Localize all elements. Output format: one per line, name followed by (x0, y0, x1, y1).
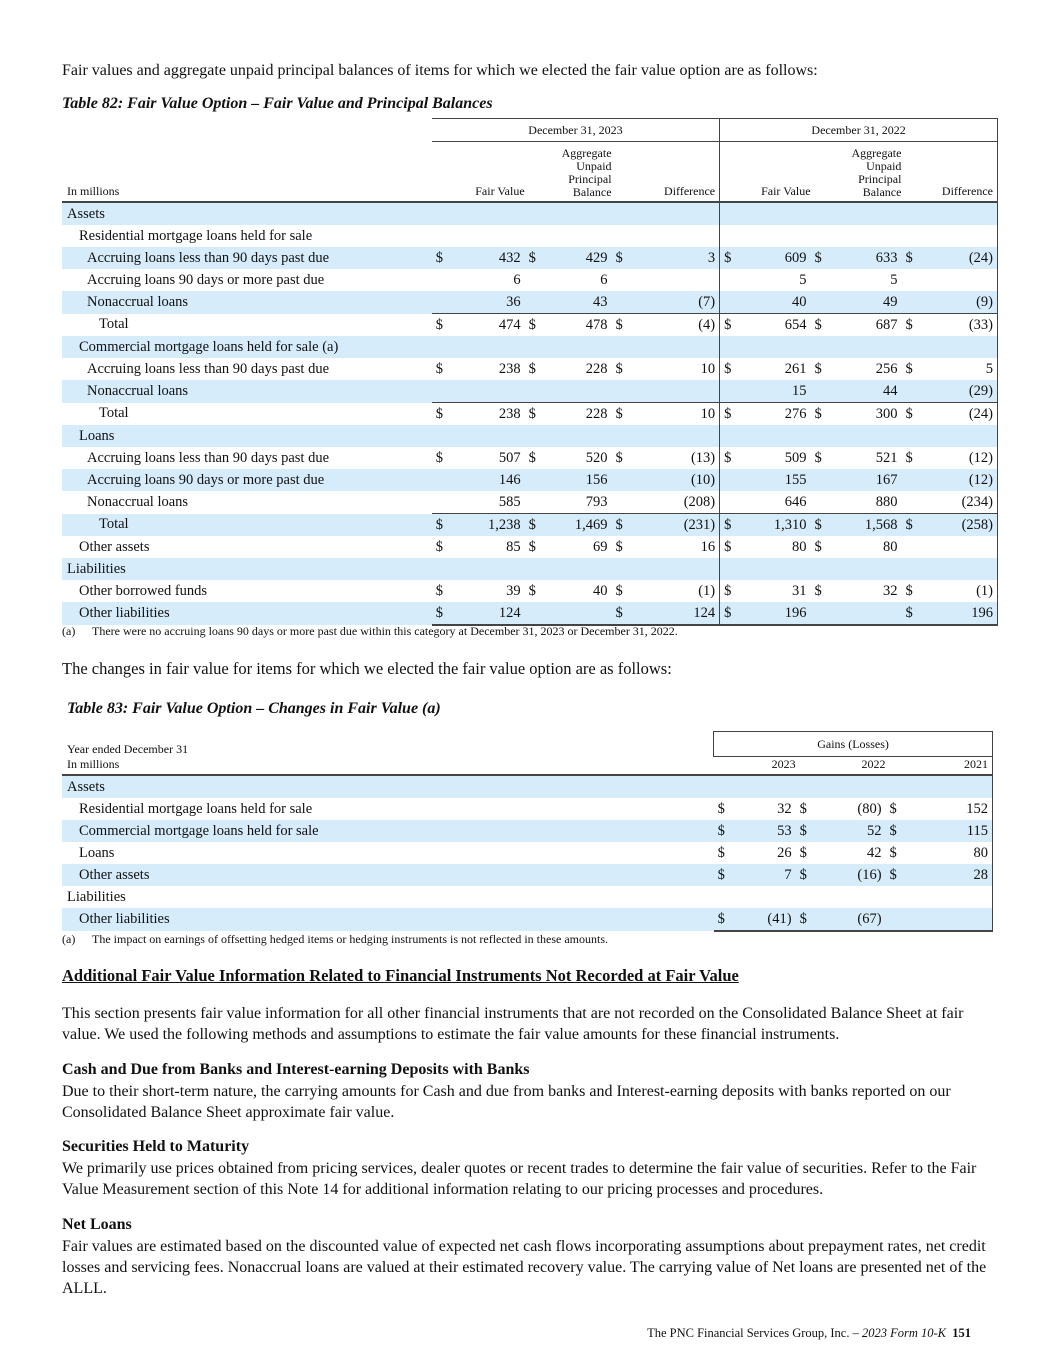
cell-value: 155 (744, 469, 811, 491)
table-row (62, 380, 998, 403)
dollar-sign (525, 602, 545, 625)
cell-value: 521 (875, 449, 898, 466)
table-row (62, 775, 993, 798)
cell-value: 44 (835, 380, 902, 403)
dollar-sign: $ (799, 800, 807, 817)
cash-paragraph: Due to their short-term nature, the carrying amounts for Cash and due from banks and Interest-earning deposits with banks reported on our Consolidated Balance Sheet approximate fair value. (62, 1083, 951, 1121)
dollar-sign: $ (814, 360, 822, 377)
row-label: Nonaccrual loans (87, 493, 189, 510)
cell-value: 429 (545, 247, 612, 269)
cell-value: (29) (926, 380, 998, 403)
row-label: Assets (62, 202, 432, 225)
dollar-sign: $ (528, 449, 536, 466)
page-footer: The PNC Financial Services Group, Inc. – 2023 Form 10-K 151 (647, 1326, 971, 1340)
dollar-sign (811, 380, 835, 403)
dollar-sign: $ (432, 314, 456, 337)
dollar-sign: $ (811, 403, 835, 426)
dollar-sign (811, 469, 835, 491)
dollar-sign: $ (905, 582, 913, 599)
units-label-83: In millions (67, 757, 120, 771)
table-row (62, 558, 998, 580)
dollar-sign (525, 269, 545, 291)
units-label: In millions (67, 184, 120, 198)
col-aggregate-2022: Aggregate Unpaid Principal Balance (811, 142, 902, 203)
dollar-sign: $ (612, 514, 636, 537)
cell-value (835, 602, 902, 625)
cell-value (910, 908, 993, 931)
cell-value: (258) (926, 514, 998, 537)
table-row (62, 291, 998, 314)
cell-value: 124 (456, 602, 525, 625)
section-heading: Additional Fair Value Information Related to Financial Instruments Not Recorded at Fair Value (62, 966, 739, 985)
dollar-sign (525, 469, 545, 491)
table-row (62, 269, 998, 291)
table-row (62, 336, 998, 358)
dollar-sign (901, 491, 925, 514)
cell-value: 793 (585, 493, 608, 510)
cell-value: 80 (882, 538, 898, 555)
cell-value: 52 (820, 820, 886, 842)
cell-value: (9) (926, 291, 998, 314)
cell-value: 6 (513, 271, 521, 288)
row-label: Nonaccrual loans (62, 380, 432, 403)
cell-value: 300 (835, 403, 902, 426)
section-intro: This section presents fair value information for all other financial instruments that are not recorded on the Consolidated Balance Sheet at fair value. We used the following methods and assumptions to estimate the fair value amounts for these financial instruments. (62, 1005, 964, 1043)
dollar-sign: $ (720, 536, 744, 558)
cell-value: 228 (545, 403, 612, 426)
dollar-sign: $ (799, 844, 807, 861)
cell-value: 167 (835, 469, 902, 491)
period-2023-header: December 31, 2023 (432, 119, 720, 142)
table-row (62, 358, 998, 380)
dollar-sign (432, 291, 456, 314)
cell-value: 31 (792, 582, 807, 599)
dollar-sign: $ (901, 514, 925, 537)
dollar-sign: $ (615, 582, 623, 599)
dollar-sign: $ (811, 514, 835, 537)
cell-value: (41) (738, 908, 796, 931)
cell-value: 509 (784, 449, 807, 466)
dollar-sign: $ (811, 314, 835, 337)
cell-value (926, 536, 998, 558)
cell-value: (231) (636, 514, 720, 537)
dollar-sign (525, 291, 545, 314)
row-label: Other liabilities (62, 602, 432, 625)
cell-value: (80) (857, 800, 882, 817)
table-row (62, 908, 993, 931)
dollar-sign: $ (615, 449, 623, 466)
dollar-sign: $ (432, 247, 456, 269)
dollar-sign: $ (432, 403, 456, 426)
securities-heading: Securities Held to Maturity (62, 1138, 250, 1155)
dollar-sign: $ (720, 580, 744, 602)
cell-value: (24) (926, 247, 998, 269)
dollar-sign: $ (901, 247, 925, 269)
cell-value: (10) (636, 469, 720, 491)
securities-paragraph: We primarily use prices obtained from pricing services, dealer quotes or recent trades to determine the fair value of securities. Refer to the Fair Value Measurement section of this Note 14 for additional information relating to our pricing processes and procedures. (62, 1160, 977, 1198)
cell-value: 432 (456, 247, 525, 269)
cell-value: 5 (799, 271, 807, 288)
dollar-sign: $ (714, 908, 738, 931)
dollar-sign: $ (435, 582, 443, 599)
dollar-sign (720, 380, 744, 403)
cell-value (636, 269, 720, 291)
table-row (62, 798, 993, 820)
dollar-sign: $ (525, 247, 545, 269)
dollar-sign: $ (528, 538, 536, 555)
dollar-sign: $ (796, 908, 820, 931)
cell-value: 1,310 (744, 514, 811, 537)
cell-value: (12) (926, 469, 998, 491)
cell-value: 474 (456, 314, 525, 337)
dollar-sign: $ (901, 602, 925, 625)
cell-value: (33) (926, 314, 998, 337)
cell-value: 49 (835, 291, 902, 314)
row-label: Total (99, 316, 129, 333)
dollar-sign: $ (720, 247, 744, 269)
cell-value: 124 (636, 602, 720, 625)
period-2022-header: December 31, 2022 (720, 119, 998, 142)
cell-value: 276 (744, 403, 811, 426)
dollar-sign: $ (435, 449, 443, 466)
dollar-sign: $ (714, 864, 738, 886)
cell-value: 609 (744, 247, 811, 269)
dollar-sign (612, 291, 636, 314)
row-label: Accruing loans 90 days or more past due (87, 271, 325, 288)
dollar-sign: $ (714, 820, 738, 842)
cell-value: 152 (910, 798, 993, 820)
dollar-sign (432, 469, 456, 491)
col-fair-value-2022: Fair Value (720, 142, 811, 203)
cell-value: (13) (690, 449, 716, 466)
dollar-sign: $ (435, 538, 443, 555)
table-row (62, 820, 993, 842)
dollar-sign: $ (525, 403, 545, 426)
table-row (62, 886, 993, 908)
dollar-sign: $ (612, 403, 636, 426)
cell-value: 42 (867, 844, 882, 861)
dollar-sign: $ (889, 844, 897, 861)
dollar-sign: $ (720, 447, 744, 469)
cell-value: 196 (744, 602, 811, 625)
row-label: Assets (62, 775, 714, 798)
dollar-sign: $ (814, 538, 822, 555)
table-83 (62, 731, 993, 932)
cell-value: 40 (744, 291, 811, 314)
cell-value: (4) (636, 314, 720, 337)
row-label: Commercial mortgage loans held for sale (62, 820, 714, 842)
dollar-sign: $ (901, 403, 925, 426)
table-row (62, 469, 998, 491)
dollar-sign: $ (796, 820, 820, 842)
cell-value: 1,469 (545, 514, 612, 537)
table-row (62, 514, 998, 537)
col-aggregate-2023: Aggregate Unpaid Principal Balance (525, 142, 612, 203)
dollar-sign: $ (528, 360, 536, 377)
cell-value: (208) (683, 493, 716, 510)
cell-value: 520 (585, 449, 608, 466)
cell-value: 585 (498, 493, 521, 510)
cell-value: 146 (456, 469, 525, 491)
cell-value: 5 (926, 358, 998, 380)
table-row (62, 225, 998, 247)
table-row (62, 536, 998, 558)
table-row (62, 491, 998, 514)
row-label: Loans (79, 844, 115, 861)
dollar-sign: $ (905, 449, 913, 466)
dollar-sign: $ (612, 247, 636, 269)
row-label: Other assets (62, 864, 714, 886)
dollar-sign (901, 536, 925, 558)
table-row (62, 314, 998, 337)
dollar-sign: $ (905, 360, 913, 377)
dollar-sign (525, 380, 545, 403)
dollar-sign (720, 291, 744, 314)
dollar-sign: $ (612, 314, 636, 337)
dollar-sign (432, 269, 456, 291)
dollar-sign (901, 269, 925, 291)
cell-value: (1) (926, 580, 998, 602)
cell-value: 16 (700, 538, 716, 555)
cell-value: 26 (777, 844, 792, 861)
dollar-sign (720, 469, 744, 491)
dollar-sign: $ (811, 247, 835, 269)
dollar-sign (886, 908, 910, 931)
year-ended-label: Year ended December 31 (67, 741, 189, 756)
cell-value: 478 (545, 314, 612, 337)
dollar-sign (612, 269, 636, 291)
cell-value (545, 602, 612, 625)
dollar-sign: $ (889, 800, 897, 817)
dollar-sign: $ (886, 820, 910, 842)
cell-value: (1) (698, 582, 716, 599)
cell-value: 256 (875, 360, 898, 377)
dollar-sign: $ (720, 314, 744, 337)
cell-value: 15 (744, 380, 811, 403)
dollar-sign: $ (717, 844, 725, 861)
dollar-sign (612, 491, 636, 514)
cell-value: 156 (545, 469, 612, 491)
dollar-sign (432, 491, 456, 514)
cell-value: 115 (910, 820, 993, 842)
cell-value: (234) (926, 491, 998, 514)
dollar-sign: $ (432, 514, 456, 537)
gains-losses-header: Gains (Losses) (714, 732, 993, 757)
cell-value: 32 (777, 800, 792, 817)
cell-value: 196 (926, 602, 998, 625)
table-row (62, 864, 993, 886)
cell-value: 228 (585, 360, 608, 377)
row-label: Residential mortgage loans held for sale (79, 227, 313, 244)
intro-paragraph-1: Fair values and aggregate unpaid principal balances of items for which we elected the fair value option are as follows: (62, 62, 818, 79)
cell-value: 80 (792, 538, 807, 555)
cell-value (545, 380, 612, 403)
dollar-sign (811, 269, 835, 291)
cell-value: 85 (506, 538, 521, 555)
cell-value: 10 (700, 360, 716, 377)
cell-value: 7 (738, 864, 796, 886)
dollar-sign: $ (886, 864, 910, 886)
cell-value: (24) (926, 403, 998, 426)
dollar-sign (901, 291, 925, 314)
dollar-sign (612, 469, 636, 491)
intro-paragraph-2: The changes in fair value for items for which we elected the fair value option are as follows: (62, 659, 672, 678)
cell-value: 69 (593, 538, 608, 555)
table-row (62, 202, 998, 225)
table-row (62, 425, 998, 447)
table-row (62, 247, 998, 269)
cell-value: 880 (875, 493, 898, 510)
cell-value: 28 (910, 864, 993, 886)
table-row (62, 447, 998, 469)
dollar-sign: $ (528, 582, 536, 599)
row-label: Other borrowed funds (79, 582, 208, 599)
cell-value (636, 380, 720, 403)
net-loans-paragraph: Fair values are estimated based on the discounted value of expected net cash flows incorporating assumptions about prepayment rates, net credit losses and servicing fees. Nonaccrual loans are valued at their estimated recovery value. The carrying value of Net loans are presented net of the ALLL. (62, 1238, 987, 1297)
cell-value: 80 (910, 842, 993, 864)
dollar-sign (811, 491, 835, 514)
row-label: Accruing loans 90 days or more past due (62, 469, 432, 491)
year-2022-header: 2022 (861, 757, 886, 771)
col-difference-2023: Difference (612, 142, 720, 203)
row-label: Liabilities (62, 558, 432, 580)
dollar-sign: $ (525, 514, 545, 537)
cell-value: 633 (835, 247, 902, 269)
row-label: Accruing loans less than 90 days past due (62, 247, 432, 269)
table-row (62, 842, 993, 864)
cell-value: 507 (498, 449, 521, 466)
cell-value: 5 (890, 271, 898, 288)
year-2023-header: 2023 (771, 757, 796, 771)
col-difference-2022: Difference (901, 142, 997, 203)
dollar-sign: $ (615, 360, 623, 377)
dollar-sign (720, 269, 744, 291)
dollar-sign: $ (720, 358, 744, 380)
col-fair-value-2023: Fair Value (432, 142, 525, 203)
dollar-sign: $ (615, 538, 623, 555)
row-label: Total (62, 514, 432, 537)
row-label: Commercial mortgage loans held for sale (a) (62, 336, 432, 358)
cell-value (926, 269, 998, 291)
cell-value: 654 (744, 314, 811, 337)
dollar-sign: $ (796, 864, 820, 886)
row-label: Accruing loans less than 90 days past due (87, 449, 330, 466)
dollar-sign: $ (717, 800, 725, 817)
row-label: Liabilities (67, 888, 126, 905)
dollar-sign: $ (814, 449, 822, 466)
table-83-footnote: (a) The impact on earnings of offsetting hedged items or hedging instruments is not reflected in these amounts. (62, 932, 608, 946)
cell-value (456, 380, 525, 403)
cell-value: 53 (738, 820, 796, 842)
dollar-sign (811, 291, 835, 314)
cell-value: 261 (784, 360, 807, 377)
dollar-sign (901, 380, 925, 403)
cell-value: 39 (506, 582, 521, 599)
row-label: Other liabilities (62, 908, 714, 931)
table-82-footnote: (a) There were no accruing loans 90 days or more past due within this category at December 31, 2023 or December 31, 2022. (62, 624, 678, 638)
cell-value: 43 (545, 291, 612, 314)
dollar-sign: $ (432, 602, 456, 625)
net-loans-heading: Net Loans (62, 1216, 132, 1233)
dollar-sign (720, 491, 744, 514)
cash-heading: Cash and Due from Banks and Interest-earning Deposits with Banks (62, 1061, 530, 1078)
row-label: Other assets (79, 538, 150, 555)
cell-value: 646 (784, 493, 807, 510)
table-82-title: Table 82: Fair Value Option – Fair Value and Principal Balances (62, 95, 493, 112)
cell-value: (12) (926, 447, 998, 469)
dollar-sign (432, 380, 456, 403)
dollar-sign: $ (901, 314, 925, 337)
cell-value: 1,238 (456, 514, 525, 537)
table-row (62, 403, 998, 426)
dollar-sign: $ (525, 314, 545, 337)
cell-value: 687 (835, 314, 902, 337)
table-82 (62, 118, 998, 626)
cell-value: (67) (820, 908, 886, 931)
year-2021-header: 2021 (886, 757, 993, 776)
table-83-title: Table 83: Fair Value Option – Changes in Fair Value (a) (67, 700, 441, 717)
dollar-sign: $ (435, 360, 443, 377)
dollar-sign (612, 380, 636, 403)
table-row (62, 580, 998, 602)
dollar-sign (525, 491, 545, 514)
cell-value: (7) (636, 291, 720, 314)
row-label: Loans (62, 425, 432, 447)
cell-value: 1,568 (835, 514, 902, 537)
row-label: Total (99, 405, 129, 422)
table-row (62, 602, 998, 625)
cell-value: 3 (636, 247, 720, 269)
cell-value: 6 (600, 271, 608, 288)
cell-value: 10 (636, 403, 720, 426)
dollar-sign: $ (720, 514, 744, 537)
cell-value: 238 (456, 403, 525, 426)
dollar-sign: $ (720, 602, 744, 625)
dollar-sign (901, 469, 925, 491)
row-label: Accruing loans less than 90 days past due (87, 360, 330, 377)
dollar-sign: $ (720, 403, 744, 426)
row-label: Residential mortgage loans held for sale (79, 800, 313, 817)
dollar-sign (811, 602, 835, 625)
cell-value: 36 (456, 291, 525, 314)
cell-value: 32 (882, 582, 898, 599)
dollar-sign: $ (612, 602, 636, 625)
cell-value: 40 (593, 582, 608, 599)
cell-value: 238 (498, 360, 521, 377)
dollar-sign: $ (814, 582, 822, 599)
cell-value: (16) (820, 864, 886, 886)
row-label: Nonaccrual loans (62, 291, 432, 314)
